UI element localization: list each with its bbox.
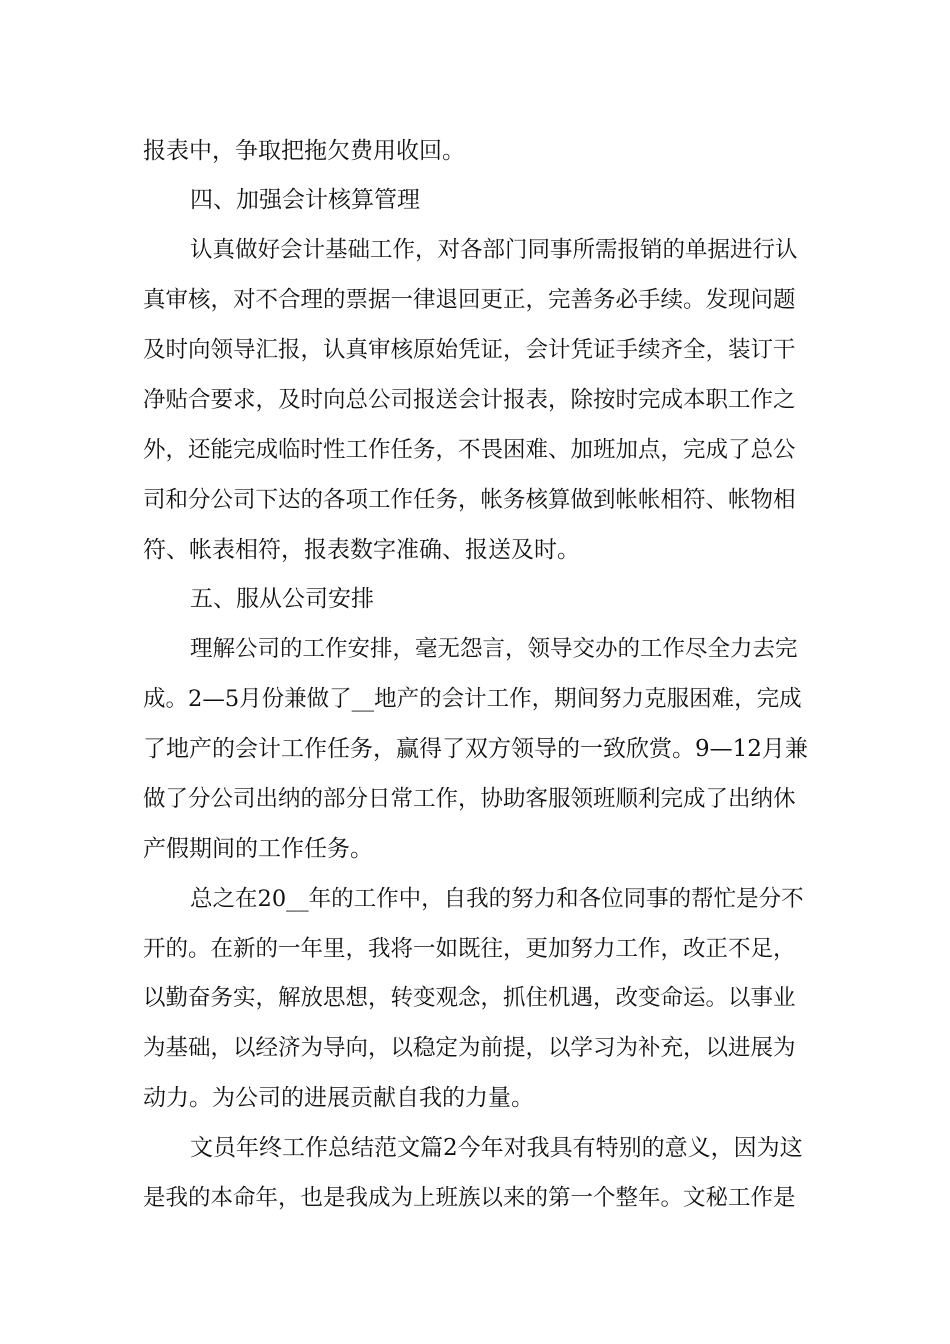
text-line: 成。2—5月份兼做了__地产的会计工作，期间努力克服困难，完成 (143, 686, 802, 712)
text-line: 以勤奋务实，解放思想，转变观念，抓住机遇，改变命运。以事业 (143, 985, 796, 1011)
text-line: 认真做好会计基础工作，对各部门同事所需报销的单据进行认 (190, 237, 798, 263)
text-line: 是我的本命年，也是我成为上班族以来的第一个整年。文秘工作是 (143, 1185, 796, 1211)
text-line: 动力。为公司的进展贡献自我的力量。 (143, 1085, 534, 1111)
text-line: 真审核，对不合理的票据一律退回更正，完善务必手续。发现问题 (143, 287, 796, 313)
text-line: 理解公司的工作安排，毫无怨言，领导交办的工作尽全力去完 (190, 636, 798, 662)
text-line: 总之在20__年的工作中，自我的努力和各位同事的帮忙是分不 (190, 886, 804, 912)
text-line: 了地产的会计工作任务，赢得了双方领导的一致欣赏。9—12月兼 (143, 736, 808, 762)
text-line: 为基础，以经济为导向，以稳定为前提，以学习为补充，以进展为 (143, 1035, 796, 1061)
text-line: 文员年终工作总结范文篇2今年对我具有特别的意义，因为这 (190, 1135, 803, 1161)
section-heading: 四、加强会计核算管理 (190, 187, 420, 213)
text-line: 外，还能完成临时性工作任务，不畏困难、加班加点，完成了总公 (143, 437, 796, 463)
text-line: 净贴合要求，及时向总公司报送会计报表，除按时完成本职工作之 (143, 387, 796, 413)
text-line: 及时向领导汇报，认真审核原始凭证，会计凭证手续齐全，装订干 (143, 337, 796, 363)
text-line: 报表中，争取把拖欠费用收回。 (143, 138, 465, 164)
text-line: 司和分公司下达的各项工作任务，帐务核算做到帐帐相符、帐物相 (143, 487, 796, 513)
text-line: 符、帐表相符，报表数字准确、报送及时。 (143, 537, 580, 563)
text-line: 做了分公司出纳的部分日常工作，协助客服领班顺利完成了出纳休 (143, 786, 796, 812)
text-line: 开的。在新的一年里，我将一如既往，更加努力工作，改正不足， (143, 936, 796, 962)
text-line: 产假期间的工作任务。 (143, 836, 373, 862)
section-heading: 五、服从公司安排 (190, 586, 374, 612)
